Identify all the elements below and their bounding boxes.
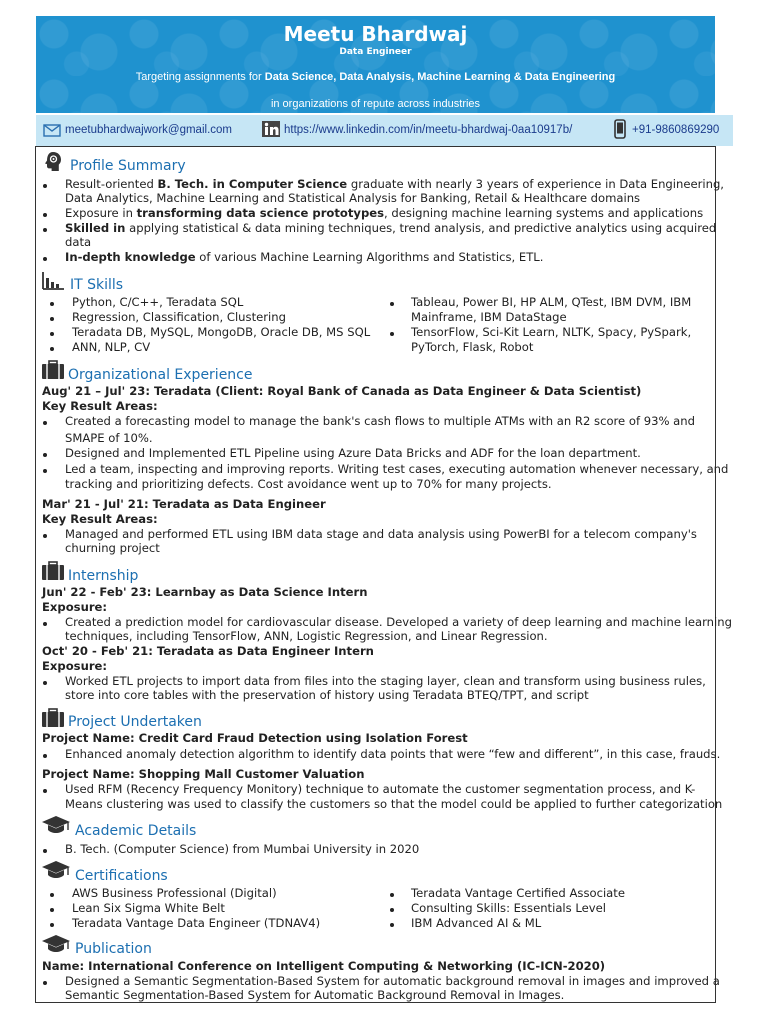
project-heading: Project Name: Credit Card Fraud Detection using Isolation Forest: [42, 731, 468, 745]
skill-item: Teradata DB, MySQL, MongoDB, Oracle DB, MS SQL: [72, 325, 371, 339]
bullet-dot: [43, 184, 47, 188]
profile-bullet-4: [65, 250, 543, 265]
candidate-name: Meetu Bhardwaj: [283, 22, 468, 46]
bullet-dot: [43, 622, 47, 626]
target-orgs: in organizations of repute across industries: [270, 98, 481, 110]
profile-head-icon: [43, 151, 63, 173]
job-heading: Mar' 21 - Jul' 21: Teradata as Data Engineer: [42, 497, 326, 511]
publication-bullet: Designed a Semantic Segmentation-Based System for automatic background removal in images and improved a: [65, 974, 720, 988]
bullet-dot: [390, 302, 394, 306]
bullet-dot: [43, 534, 47, 538]
section-title-internship: Internship: [68, 568, 139, 584]
internship-bullet: Worked ETL projects to import data from files into the staging layer, clean and transform using business rules,: [65, 674, 706, 688]
job-heading: Aug' 21 – Jul' 23: Teradata (Client: Royal Bank of Canada as Data Engineer & Data Scientist): [42, 384, 642, 398]
profile-bullet-3-line-2: data: [65, 235, 92, 249]
bullet-dot: [390, 923, 394, 927]
text: Exposure in: [65, 206, 137, 220]
publication-name: Name: International Conference on Intelligent Computing & Networking (IC-ICN-2020): [42, 959, 606, 973]
skill-item: Tableau, Power BI, HP ALM, QTest, IBM DVM, IBM: [411, 295, 692, 309]
skill-item: TensorFlow, Sci-Kit Learn, NLTK, Spacy, PySpark,: [411, 325, 692, 339]
project-heading: Project Name: Shopping Mall Customer Valuation: [42, 767, 365, 781]
certification-item: Lean Six Sigma White Belt: [72, 901, 225, 915]
text: applying statistical & data mining techniques, trend analysis, and predictive analytics using acquired: [125, 221, 717, 235]
text: graduate with nearly 3 years of experience in Data Engineering,: [347, 177, 724, 191]
profile-bullet-1: [65, 177, 724, 192]
bullet-dot: [43, 981, 47, 985]
graduation-cap-icon: [41, 860, 71, 880]
target-prefix: Targeting assignments for: [135, 71, 265, 83]
certification-item: Consulting Skills: Essentials Level: [411, 901, 606, 915]
bullet-dot: [43, 228, 47, 232]
certification-item: Teradata Vantage Certified Associate: [411, 886, 625, 900]
job-bullet: Led a team, inspecting and improving reports. Writing test cases, executing automation whenever necessary, and: [65, 462, 729, 476]
phone-number[interactable]: +91-9860869290: [632, 124, 720, 136]
phone-icon: [614, 119, 626, 139]
internship-bullet-line-2: techniques, including TensorFlow, ANN, Logistic Regression, and Linear Regression.: [65, 629, 548, 643]
job-bullet: Designed and Implemented ETL Pipeline using Azure Data Bricks and ADF for the loan department.: [65, 446, 641, 460]
profile-bullet-2: [65, 206, 703, 221]
bullet-dot: [390, 893, 394, 897]
project-bullet: Enhanced anomaly detection algorithm to identify data points that were “few and different”, in this case, frauds.: [65, 747, 721, 761]
exposure-label: Exposure:: [42, 600, 108, 614]
bar-chart-icon: [42, 272, 64, 290]
email-link[interactable]: meetubhardwajwork@gmail.com: [65, 124, 232, 136]
linkedin-icon: [262, 121, 280, 137]
bullet-dot: [43, 213, 47, 217]
certification-item: IBM Advanced AI & ML: [411, 916, 542, 930]
skill-item-line-2: Mainframe, IBM DataStage: [411, 310, 567, 324]
briefcase-icon: [41, 561, 65, 581]
section-title-certifications: Certifications: [75, 868, 168, 884]
section-title-profile: Profile Summary: [70, 158, 186, 174]
text: , designing machine learning systems and applications: [384, 206, 704, 220]
certification-item: AWS Business Professional (Digital): [72, 886, 277, 900]
bullet-dot: [50, 347, 54, 351]
graduation-cap-icon: [41, 815, 71, 835]
job-bullet-line-2: churning project: [65, 541, 160, 555]
bullet-dot: [390, 908, 394, 912]
bullet-dot: [390, 332, 394, 336]
bullet-dot: [50, 302, 54, 306]
bullet-dot: [50, 317, 54, 321]
skill-item-line-2: PyTorch, Flask, Robot: [411, 340, 534, 354]
job-bullet-line-2: SMAPE of 10%.: [65, 431, 153, 445]
text-bold: Skilled in: [65, 221, 126, 235]
section-title-experience: Organizational Experience: [68, 367, 253, 383]
project-bullet: Used RFM (Recency Frequency Monitory) technique to automate the customer segmentation process, and K-: [65, 782, 696, 796]
text: of various Machine Learning Algorithms and Statistics, ETL.: [195, 250, 544, 264]
contact-bar: [36, 115, 733, 146]
project-bullet-line-2: Means clustering was used to classify the customers so that the model could be applied to further categorization: [65, 797, 723, 811]
bullet-dot: [43, 754, 47, 758]
bullet-dot: [43, 421, 47, 425]
certification-item: Teradata Vantage Data Engineer (TDNAV4): [72, 916, 321, 930]
linkedin-link[interactable]: https://www.linkedin.com/in/meetu-bhardwaj-0aa10917b/: [284, 124, 573, 136]
internship-bullet: Created a prediction model for cardiovascular disease. Developed a variety of deep learning and machine learning: [65, 615, 732, 629]
skill-item: ANN, NLP, CV: [72, 340, 151, 354]
bullet-dot: [50, 893, 54, 897]
bullet-dot: [50, 923, 54, 927]
job-bullet-line-2: tracking and prioritizing defects. Cost avoidance went up to 70% for many projects.: [65, 477, 552, 491]
profile-bullet-1-line-2: Data Analytics, Machine Learning and Statistical Analysis for Banking, Retail & Healthcare domains: [65, 191, 641, 205]
exposure-label: Exposure:: [42, 659, 108, 673]
text: Result-oriented: [65, 177, 158, 191]
header-banner: [36, 16, 715, 113]
bullet-dot: [43, 453, 47, 457]
bullet-dot: [43, 681, 47, 685]
bullet-dot: [50, 908, 54, 912]
email-icon: [43, 124, 61, 137]
profile-bullet-3: [65, 221, 716, 236]
bullet-dot: [43, 469, 47, 473]
job-bullet: Created a forecasting model to manage the bank's cash flows to multiple ATMs with an R2 score of 93% and: [65, 414, 695, 428]
section-title-skills: IT Skills: [70, 277, 124, 293]
internship-heading: Oct' 20 - Feb' 21: Teradata as Data Engineer Intern: [42, 644, 374, 658]
text-bold: transforming data science prototypes: [136, 206, 385, 220]
graduation-cap-icon: [41, 934, 71, 954]
text-bold: B. Tech. in Computer Science: [157, 177, 348, 191]
text-bold: In-depth knowledge: [65, 250, 196, 264]
internship-heading: Jun' 22 - Feb' 23: Learnbay as Data Science Intern: [42, 585, 368, 599]
bullet-dot: [50, 332, 54, 336]
target-statement: [36, 71, 715, 83]
job-bullet: Managed and performed ETL using IBM data stage and data analysis using PowerBI for a telecom company's: [65, 527, 697, 541]
bullet-dot: [43, 789, 47, 793]
candidate-role: Data Engineer: [339, 47, 412, 57]
skill-item: Regression, Classification, Clustering: [72, 310, 286, 324]
internship-bullet-line-2: store into core tables with the preservation of history using Teradata BTEQ/TPT, and script: [65, 688, 589, 702]
kra-label: Key Result Areas:: [42, 512, 158, 526]
skill-item: Python, C/C++, Teradata SQL: [72, 295, 244, 309]
briefcase-icon: [41, 708, 65, 728]
section-title-publication: Publication: [75, 941, 152, 957]
section-title-projects: Project Undertaken: [68, 714, 202, 730]
briefcase-icon: [41, 360, 65, 380]
bullet-dot: [43, 849, 47, 853]
section-title-academic: Academic Details: [75, 823, 197, 839]
target-domains: Data Science, Data Analysis, Machine Learning & Data Engineering: [264, 71, 616, 83]
publication-bullet-line-2: Semantic Segmentation-Based System for Automatic Background Removal in Images.: [65, 988, 565, 1002]
academic-item: B. Tech. (Computer Science) from Mumbai University in 2020: [65, 842, 420, 856]
kra-label: Key Result Areas:: [42, 399, 158, 413]
bullet-dot: [43, 257, 47, 261]
